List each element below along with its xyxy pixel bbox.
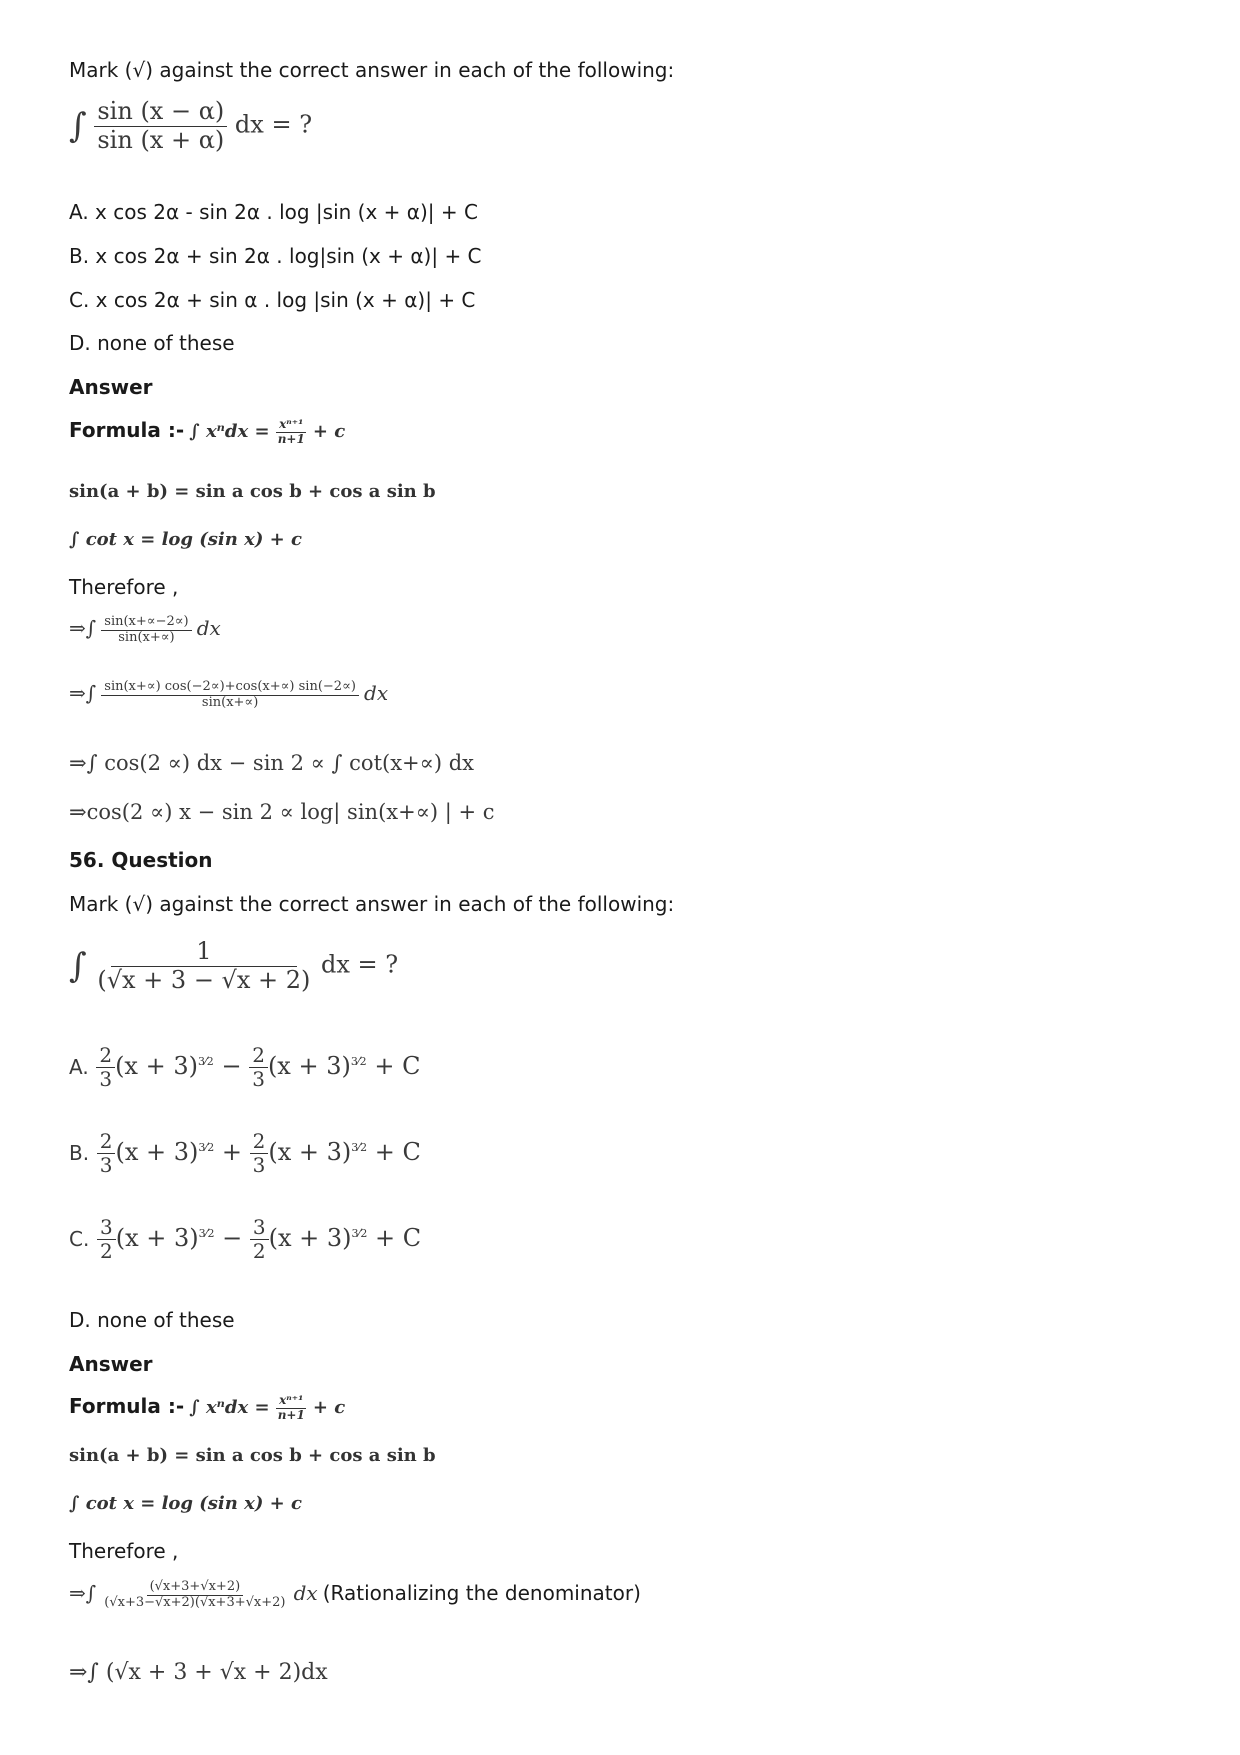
formula-power-56 <box>69 1394 345 1423</box>
question-integral <box>69 98 312 154</box>
term-exponent: 3⁄2 <box>198 1141 215 1154</box>
term-base: (x + 3) <box>115 1138 199 1166</box>
term-base: (x + 3) <box>115 1224 199 1252</box>
step-56-2: ⇒∫ (√x + 3 + √x + 2)dx <box>69 1660 328 1685</box>
formula-power-fraction <box>275 418 308 447</box>
term-exponent: 3⁄2 <box>197 1055 214 1068</box>
question-56-heading: 56. Question <box>69 848 213 872</box>
coef-2-num: 2 <box>250 1130 269 1154</box>
formula-sin: sin(a + b) = sin a cos b + cos a sin b <box>69 481 436 502</box>
term-base: (x + 3) <box>268 1224 352 1252</box>
coef-2-den: 2 <box>252 1239 266 1263</box>
question-56-denominator: (√x + 3 − √x + 2) <box>97 965 311 994</box>
answer-heading: Answer <box>69 375 153 399</box>
option-b: B. x cos 2α + sin 2α . log|sin (x + α)| + C <box>69 244 482 268</box>
step-56-1-denominator: (√x+3−√x+2)(√x+3+√x+2) <box>104 1594 286 1610</box>
formula-label: Formula :- <box>69 418 185 442</box>
term-base: (x + 3) <box>267 1052 351 1080</box>
coef-1-num: 2 <box>96 1044 115 1068</box>
step-56-1-fraction <box>101 1580 288 1611</box>
question-56-tail: dx = ? <box>321 950 399 979</box>
step-2-fraction <box>101 680 359 711</box>
coef-2-num: 3 <box>250 1216 269 1240</box>
formula-power-tail: + c <box>312 1397 346 1418</box>
coef-2-den: 3 <box>252 1153 266 1177</box>
formula-power-lhs: ∫ xⁿdx = <box>189 1397 270 1418</box>
therefore-text-56: Therefore , <box>69 1539 179 1563</box>
question-56-fraction <box>94 938 313 994</box>
formula-power-num: xⁿ⁺¹ <box>276 1394 306 1409</box>
option-56-a <box>69 1044 420 1091</box>
answer-heading-56: Answer <box>69 1352 153 1376</box>
term-tail: + C <box>374 1052 421 1080</box>
operator: + <box>221 1138 242 1166</box>
term-tail: + C <box>374 1138 421 1166</box>
step-56-1-numerator: (√x+3+√x+2) <box>147 1580 244 1596</box>
therefore-text: Therefore , <box>69 575 179 599</box>
step-1-numerator: sin(x+∝−2∝) <box>101 615 191 631</box>
option-c: C. x cos 2α + sin α . log |sin (x + α)| + C <box>69 288 476 312</box>
step-3: ⇒∫ cos(2 ∝) dx − sin 2 ∝ ∫ cot(x+∝) dx <box>69 751 475 775</box>
coef-1-den: 3 <box>99 1067 113 1091</box>
formula-power-fraction <box>275 1394 308 1423</box>
option-56-c <box>69 1216 421 1263</box>
option-d: D. none of these <box>69 331 235 355</box>
question-56-integral <box>69 938 398 994</box>
term-exponent: 3⁄2 <box>350 1055 367 1068</box>
operator: − <box>221 1052 242 1080</box>
option-56-d: D. none of these <box>69 1308 235 1332</box>
option-56-b <box>69 1130 421 1177</box>
step-2-denominator: sin(x+∝) <box>201 694 259 710</box>
step-1-fraction <box>101 615 191 646</box>
coef-1-den: 2 <box>99 1239 113 1263</box>
step-4: ⇒cos(2 ∝) x − sin 2 ∝ log| sin(x+∝) | + c <box>69 800 495 824</box>
question-numerator: sin (x − α) <box>94 98 227 127</box>
term-tail: + C <box>374 1224 422 1252</box>
integral-sign: ∫ <box>69 106 87 147</box>
term-base: (x + 3) <box>268 1138 352 1166</box>
term-base: (x + 3) <box>115 1052 198 1080</box>
term-exponent: 3⁄2 <box>351 1141 368 1154</box>
formula-label: Formula :- <box>69 1394 185 1418</box>
coef-2-num: 2 <box>249 1044 268 1068</box>
integral-sign: ∫ <box>69 946 87 987</box>
formula-cot-56: ∫ cot x = log (sin x) + c <box>69 1493 302 1514</box>
question-56-numerator: 1 <box>111 938 297 967</box>
term-exponent: 3⁄2 <box>351 1227 368 1240</box>
formula-power-tail: + c <box>312 421 346 442</box>
coef-2-den: 3 <box>252 1067 265 1091</box>
term-exponent: 3⁄2 <box>198 1227 215 1240</box>
question-tail: dx = ? <box>234 110 313 139</box>
coef-1-den: 3 <box>99 1153 113 1177</box>
option-label: A. <box>69 1055 89 1079</box>
formula-power-num: xⁿ⁺¹ <box>276 418 306 433</box>
step-1-denominator: sin(x+∝) <box>118 629 175 645</box>
step-1: ⇒∫ $\frac{\sin(x+\propto-2\propto)}{\sin(x+\propto)}$ dx <box>69 614 221 645</box>
step-56-1: ⇒∫ $\frac{(√x+3+√x+2)}{(√x+3-√x+2)(√x+3+√x+2)}$ dx (Rationalizing the denominator) <box>69 1579 641 1610</box>
formula-cot: ∫ cot x = log (sin x) + c <box>69 529 302 550</box>
formula-power-den: n+1 <box>277 1408 305 1422</box>
formula-power-lhs: ∫ xⁿdx = <box>189 421 270 442</box>
instruction-text: Mark (√) against the correct answer in each of the following: <box>69 58 675 82</box>
question-denominator: sin (x + α) <box>97 125 225 154</box>
step-2-numerator: sin(x+∝) cos(−2∝)+cos(x+∝) sin(−2∝) <box>101 680 359 696</box>
option-label: B. <box>69 1141 90 1165</box>
operator: − <box>222 1224 243 1252</box>
formula-power <box>69 418 345 447</box>
instruction-text-56: Mark (√) against the correct answer in each of the following: <box>69 892 675 916</box>
option-label: C. <box>69 1227 90 1251</box>
formula-sin-56: sin(a + b) = sin a cos b + cos a sin b <box>69 1445 436 1466</box>
step-56-1-note: (Rationalizing the denominator) <box>322 1580 641 1605</box>
step-2: ⇒∫ $\frac{\sin(x+\propto) \cos(-2\propto)+\cos(x+\propto) \sin(-2\propto)}{\sin(x+\propto)}$ dx <box>69 679 389 710</box>
option-a: A. x cos 2α - sin 2α . log |sin (x + α)| + C <box>69 200 478 224</box>
coef-1-num: 2 <box>97 1130 116 1154</box>
formula-power-den: n+1 <box>277 432 305 446</box>
question-fraction <box>94 98 227 154</box>
coef-1-num: 3 <box>97 1216 116 1240</box>
